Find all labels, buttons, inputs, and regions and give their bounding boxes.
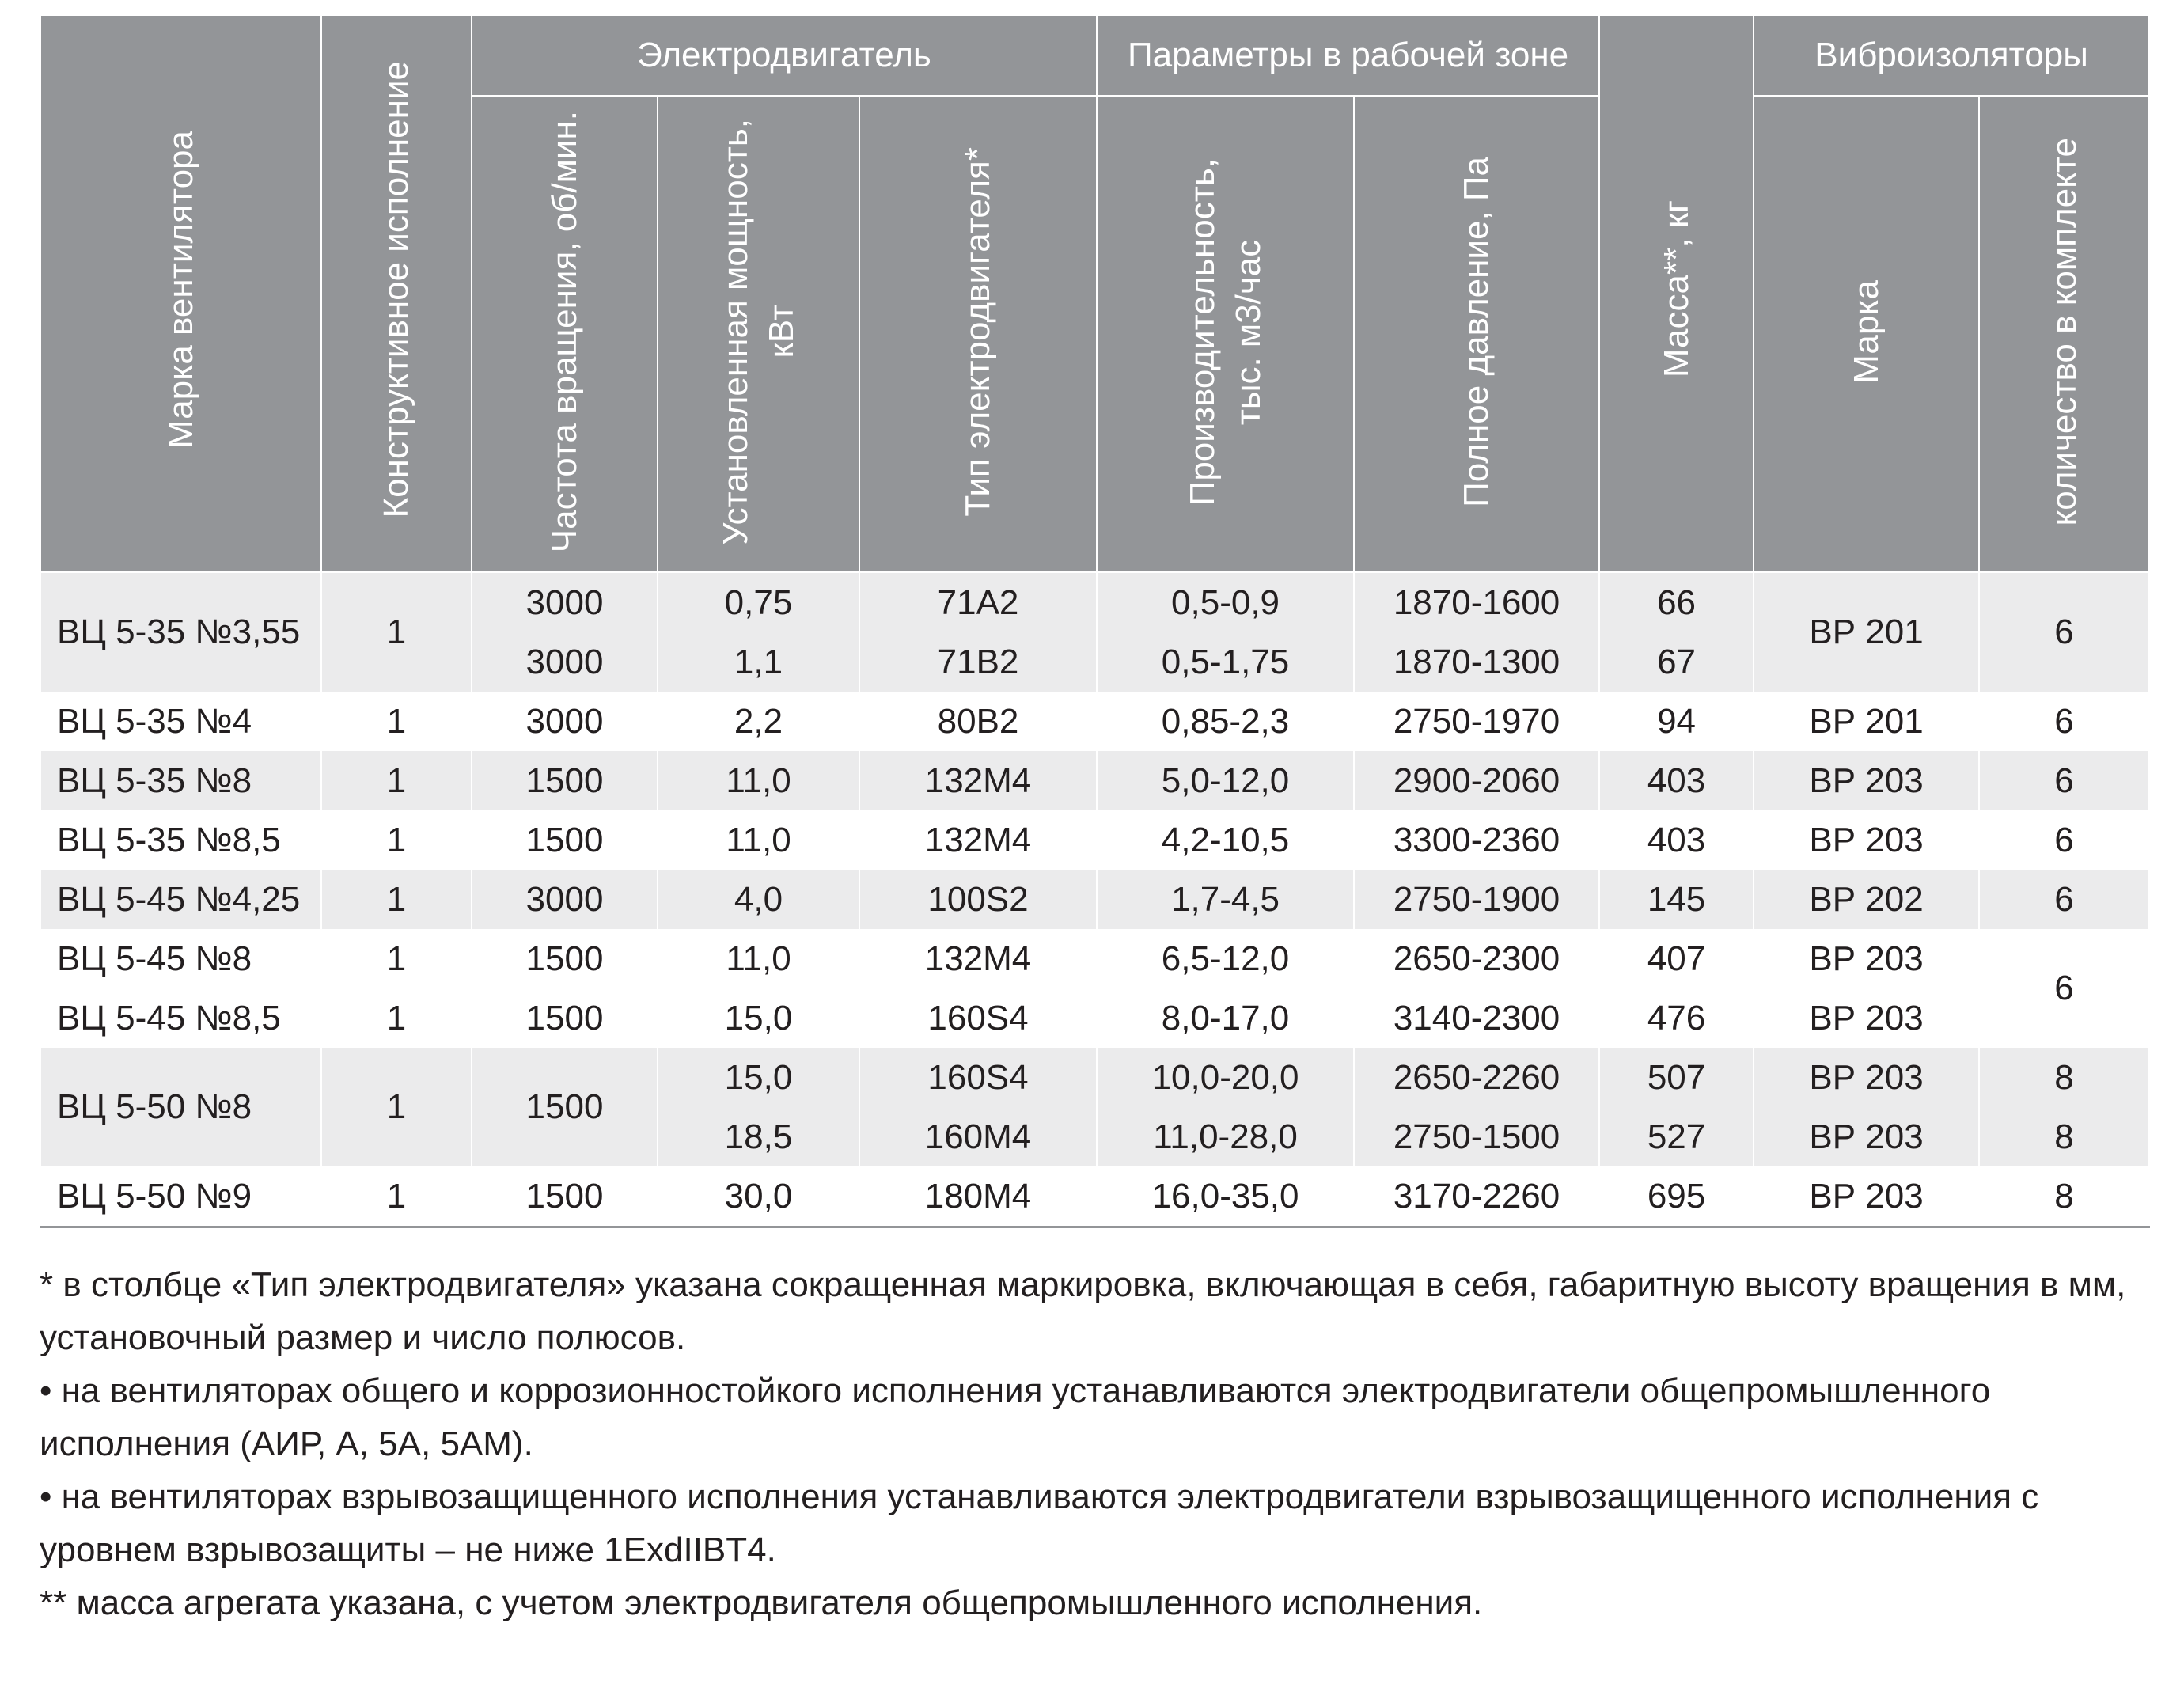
cell-rpm: 1500 [472, 810, 658, 870]
footnote-general-design: • на вентиляторах общего и коррозионностойкого исполнения устанавливаются электродвигатели общепромышленного исполнения (АИР, А, 5А, 5АМ). [40, 1371, 1991, 1463]
cell-motor: 180М4 [859, 1166, 1097, 1227]
header-vibration-isolators-group: Виброизоляторы [1754, 15, 2149, 96]
cell-rpm: 1500 [472, 988, 658, 1048]
cell-motor: 160S4 [859, 1048, 1097, 1107]
cell-vib-count: 6 [1979, 692, 2149, 751]
header-work-zone-group: Параметры в рабочей зоне [1097, 15, 1599, 96]
header-pressure: Полное давление, Па [1354, 96, 1599, 572]
header-motor-type: Тип электродвигателя* [859, 96, 1097, 572]
header-vib-count: количество в комплекте [1979, 96, 2149, 572]
cell-design: 1 [321, 929, 472, 988]
cell-vib-brand: ВР 203 [1754, 1048, 1979, 1107]
cell-capacity: 0,5-0,9 [1097, 572, 1354, 632]
footnotes [40, 1258, 2152, 1629]
cell-mass: 407 [1599, 929, 1754, 988]
cell-vib-count: 8 [1979, 1166, 2149, 1227]
cell-rpm: 1500 [472, 929, 658, 988]
header-power: Установленная мощность, кВт [658, 96, 859, 572]
cell-mass: 145 [1599, 870, 1754, 929]
cell-motor: 160S4 [859, 988, 1097, 1048]
header-mass: Масса**, кг [1599, 15, 1754, 572]
table-row [40, 751, 2149, 810]
cell-power: 30,0 [658, 1166, 859, 1227]
cell-design: 1 [321, 751, 472, 810]
cell-capacity: 6,5-12,0 [1097, 929, 1354, 988]
cell-power: 2,2 [658, 692, 859, 751]
cell-motor: 160М4 [859, 1107, 1097, 1166]
footnote-motor-type: * в столбце «Тип электродвигателя» указана сокращенная маркировка, включающая в себя, габаритную высоту вращения в мм, установочный размер и число полюсов. [40, 1265, 2126, 1357]
table-row [40, 1048, 2149, 1107]
footnote-mass: ** масса агрегата указана, с учетом электродвигателя общепромышленного исполнения. [40, 1583, 1483, 1622]
header-fan-brand: Марка вентилятора [40, 15, 321, 572]
cell-motor: 71В2 [859, 632, 1097, 692]
cell-vib-count: 8 [1979, 1048, 2149, 1107]
cell-rpm: 1500 [472, 1048, 658, 1166]
cell-vib-count: 6 [1979, 870, 2149, 929]
cell-model: ВЦ 5-50 №9 [40, 1166, 321, 1227]
cell-vib-brand: ВР 203 [1754, 810, 1979, 870]
table-row [40, 870, 2149, 929]
cell-design: 1 [321, 692, 472, 751]
cell-motor: 80В2 [859, 692, 1097, 751]
cell-pressure: 2750-1970 [1354, 692, 1599, 751]
cell-capacity: 11,0-28,0 [1097, 1107, 1354, 1166]
cell-power: 11,0 [658, 929, 859, 988]
cell-design: 1 [321, 810, 472, 870]
cell-rpm: 1500 [472, 1166, 658, 1227]
cell-mass: 476 [1599, 988, 1754, 1048]
cell-vib-brand: ВР 203 [1754, 751, 1979, 810]
header-motor-group: Электродвигатель [472, 15, 1097, 96]
cell-rpm: 3000 [472, 870, 658, 929]
cell-vib-count: 6 [1979, 810, 2149, 870]
cell-pressure: 2750-1500 [1354, 1107, 1599, 1166]
footnote-explosion-proof: • на вентиляторах взрывозащищенного исполнения устанавливаются электродвигатели взрывозащищенного исполнения с уровнем взрывозащиты – не ниже 1ExdIIBT4. [40, 1477, 2039, 1569]
cell-model: ВЦ 5-35 №8,5 [40, 810, 321, 870]
cell-pressure: 3300-2360 [1354, 810, 1599, 870]
cell-capacity: 4,2-10,5 [1097, 810, 1354, 870]
cell-pressure: 2900-2060 [1354, 751, 1599, 810]
cell-rpm: 1500 [472, 751, 658, 810]
cell-pressure: 2650-2300 [1354, 929, 1599, 988]
cell-mass: 507 [1599, 1048, 1754, 1107]
cell-mass: 403 [1599, 751, 1754, 810]
table-row [40, 1166, 2149, 1227]
cell-model: ВЦ 5-50 №8 [40, 1048, 321, 1166]
cell-power: 0,75 [658, 572, 859, 632]
cell-motor: 132М4 [859, 929, 1097, 988]
cell-vib-brand: ВР 201 [1754, 692, 1979, 751]
cell-motor: 132М4 [859, 751, 1097, 810]
cell-motor: 132М4 [859, 810, 1097, 870]
header-capacity: Производительность, тыс. м3/час [1097, 96, 1354, 572]
cell-model: ВЦ 5-35 №3,55 [40, 572, 321, 692]
cell-pressure: 2750-1900 [1354, 870, 1599, 929]
header-vib-brand: Марка [1754, 96, 1979, 572]
cell-design: 1 [321, 1048, 472, 1166]
cell-power: 15,0 [658, 1048, 859, 1107]
cell-mass: 94 [1599, 692, 1754, 751]
cell-motor: 71А2 [859, 572, 1097, 632]
cell-model: ВЦ 5-35 №8 [40, 751, 321, 810]
cell-rpm: 3000 [472, 692, 658, 751]
cell-capacity: 0,5-1,75 [1097, 632, 1354, 692]
cell-capacity: 5,0-12,0 [1097, 751, 1354, 810]
cell-power: 15,0 [658, 988, 859, 1048]
table-row [40, 692, 2149, 751]
cell-power: 11,0 [658, 810, 859, 870]
cell-vib-brand: ВР 201 [1754, 572, 1979, 692]
cell-vib-brand: ВР 203 [1754, 1107, 1979, 1166]
table-row [40, 810, 2149, 870]
cell-power: 4,0 [658, 870, 859, 929]
cell-mass: 403 [1599, 810, 1754, 870]
header-rpm: Частота вращения, об/мин. [472, 96, 658, 572]
table-row [40, 929, 2149, 988]
cell-vib-brand: ВР 203 [1754, 1166, 1979, 1227]
cell-design: 1 [321, 988, 472, 1048]
cell-design: 1 [321, 870, 472, 929]
table-row [40, 988, 2149, 1048]
cell-capacity: 0,85-2,3 [1097, 692, 1354, 751]
cell-power: 1,1 [658, 632, 859, 692]
cell-vib-count: 6 [1979, 929, 2149, 1048]
cell-power: 18,5 [658, 1107, 859, 1166]
cell-mass: 527 [1599, 1107, 1754, 1166]
cell-vib-brand: ВР 202 [1754, 870, 1979, 929]
cell-mass: 66 [1599, 572, 1754, 632]
cell-model: ВЦ 5-45 №8 [40, 929, 321, 988]
cell-motor: 100S2 [859, 870, 1097, 929]
cell-vib-count: 6 [1979, 572, 2149, 692]
cell-pressure: 3140-2300 [1354, 988, 1599, 1048]
cell-model: ВЦ 5-35 №4 [40, 692, 321, 751]
table-row [40, 572, 2149, 632]
cell-capacity: 16,0-35,0 [1097, 1166, 1354, 1227]
cell-capacity: 1,7-4,5 [1097, 870, 1354, 929]
cell-pressure: 1870-1300 [1354, 632, 1599, 692]
cell-model: ВЦ 5-45 №8,5 [40, 988, 321, 1048]
cell-pressure: 2650-2260 [1354, 1048, 1599, 1107]
cell-power: 11,0 [658, 751, 859, 810]
cell-capacity: 10,0-20,0 [1097, 1048, 1354, 1107]
cell-mass: 67 [1599, 632, 1754, 692]
cell-mass: 695 [1599, 1166, 1754, 1227]
cell-pressure: 3170-2260 [1354, 1166, 1599, 1227]
cell-rpm: 3000 [472, 632, 658, 692]
cell-design: 1 [321, 1166, 472, 1227]
cell-pressure: 1870-1600 [1354, 572, 1599, 632]
fan-spec-table [40, 14, 2150, 1228]
cell-vib-brand: ВР 203 [1754, 988, 1979, 1048]
cell-capacity: 8,0-17,0 [1097, 988, 1354, 1048]
cell-vib-brand: ВР 203 [1754, 929, 1979, 988]
cell-rpm: 3000 [472, 572, 658, 632]
cell-vib-count: 6 [1979, 751, 2149, 810]
cell-vib-count: 8 [1979, 1107, 2149, 1166]
header-design: Конструктивное исполнение [321, 15, 472, 572]
cell-design: 1 [321, 572, 472, 692]
cell-model: ВЦ 5-45 №4,25 [40, 870, 321, 929]
